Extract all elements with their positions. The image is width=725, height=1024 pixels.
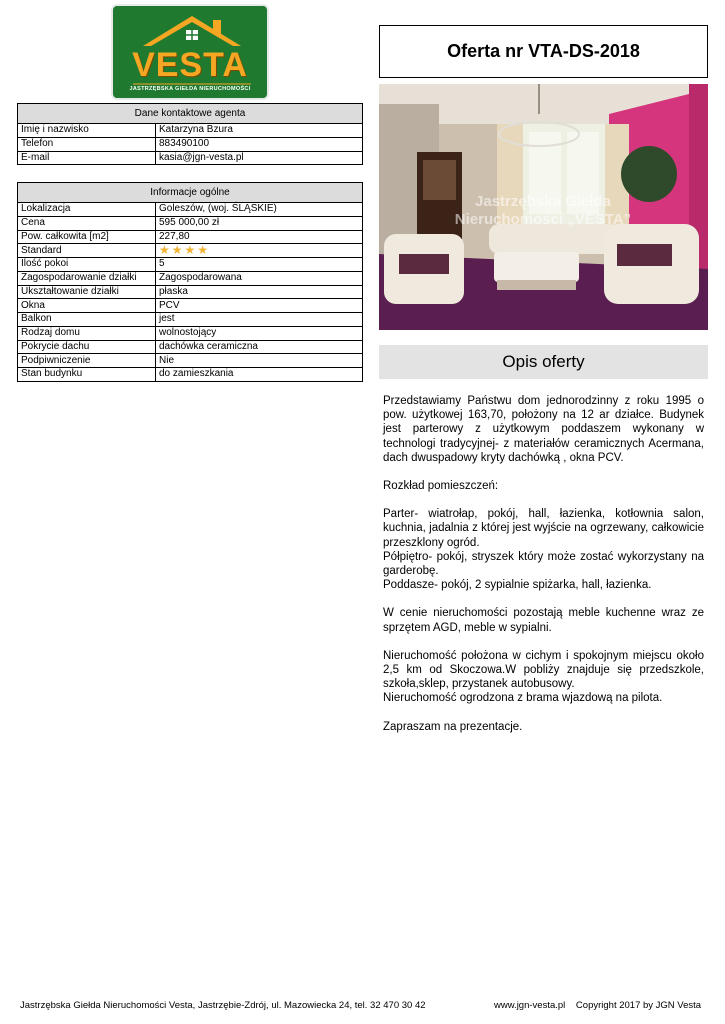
table-row [18,271,363,285]
table-row [18,244,363,258]
description-paragraph: W cenie nieruchomości pozostają meble kuchenne wraz ze sprzętem AGD, meble w sypialni. [383,607,704,634]
row-value: 595 000,00 zł [156,216,363,230]
description-paragraph: Nieruchomość położona w cichym i spokojnym miejscu około 2,5 km od Skoczowa.W pobliży znajduje się przedszkole, szkoła,sklep, przystanek autobusowy. [383,649,704,691]
description-paragraph: Zapraszam na prezentacje. [383,720,523,733]
table-row [18,137,363,151]
row-label: Telefon [18,137,156,151]
row-value: dachówka ceramiczna [156,340,363,354]
row-value: Zagospodarowana [156,271,363,285]
footer-address: Jastrzębska Giełda Nieruchomości Vesta, Jastrzębie-Zdrój, ul. Mazowiecka 24, tel. 32 470 30 42 [20,1000,426,1011]
watermark-line-2: Nieruchomości „VESTA” [454,211,632,228]
description-paragraph: Nieruchomość ogrodzona z brama wjazdową na pilota. [383,692,663,705]
company-logo [111,4,269,100]
agent-email: kasia@jgn-vesta.pl [156,151,363,165]
agent-phone: 883490100 [156,137,363,151]
row-value: do zamieszkania [156,368,363,382]
star-icon: ★ [197,242,209,257]
row-label: Okna [18,299,156,313]
description-paragraph: Poddasze- pokój, 2 sypialnie spiżarka, hall, łazienka. [383,579,652,592]
table-row [18,203,363,217]
row-value: płaska [156,285,363,299]
agent-name: Katarzyna Bzura [156,124,363,138]
description-paragraph: Parter- wiatrołap, pokój, hall, łazienka, kotłownia salon, kuchnia, jadalnia z której jest wyjście na ogrzewany, całkowicie przeszklony ogród. [383,508,704,549]
row-label: Standard [18,244,156,258]
footer-right [494,1000,701,1011]
row-value: Nie [156,354,363,368]
table-row [18,285,363,299]
row-label: Ukształtowanie działki [18,285,156,299]
watermark-line-1: Jastrzębska Giełda [475,193,611,210]
table-row [18,368,363,382]
table-row [18,299,363,313]
agent-contact-header: Dane kontaktowe agenta [18,104,363,124]
row-label: Cena [18,216,156,230]
row-label: Rodzaj domu [18,326,156,340]
row-label: Pow. całkowita [m2] [18,230,156,244]
row-label: Stan budynku [18,368,156,382]
star-icon: ★ [159,242,170,257]
general-info-header: Informacje ogólne [18,183,363,203]
row-label: Balkon [18,313,156,327]
row-value: wolnostojący [156,326,363,340]
row-value: 227,80 [156,230,363,244]
table-row [18,151,363,165]
row-label: Pokrycie dachu [18,340,156,354]
living-room-image [379,84,708,330]
table-row [18,258,363,272]
table-row [18,313,363,327]
general-info-table [17,182,363,382]
row-value: Goleszów, (woj. ŚLĄSKIE) [156,203,363,217]
table-row [18,230,363,244]
row-label: Podpiwniczenie [18,354,156,368]
star-rating [159,242,209,257]
row-label: Zagospodarowanie działki [18,271,156,285]
description-paragraph: Przedstawiamy Państwu dom jednorodzinny z roku 1995 o pow. użytkowej 163,70, położony na 12 ar działce. Budynek jest parterowy z użytkowym poddaszem wykonany w technologi tradycyjnej- z materiałów ceramicznych Acermana, dach dwuspadowy kryty dachówką , okna PCV. [383,395,704,464]
agent-contact-table [17,103,363,165]
description-paragraph: Rozkład pomieszczeń: [383,480,499,493]
description-paragraph: Półpiętro- pokój, stryszek który może zostać wykorzystany na garderobę. [383,550,704,578]
logo-wordmark: VESTA [132,46,248,84]
star-icon: ★ [171,242,183,257]
row-label: Lokalizacja [18,203,156,217]
table-row [18,340,363,354]
footer-website-link[interactable]: www.jgn-vesta.pl [494,1000,566,1011]
row-value: 5 [156,258,363,272]
star-icon: ★ [184,242,196,257]
property-photo [379,84,708,330]
table-row [18,354,363,368]
table-row [18,124,363,138]
row-label: Ilość pokoi [18,258,156,272]
table-row [18,216,363,230]
footer-copyright: Copyright 2017 by JGN Vesta [575,1000,702,1011]
description-header: Opis oferty [379,345,708,379]
row-value: jest [156,313,363,327]
row-label: Imię i nazwisko [18,124,156,138]
description-body [383,394,704,748]
logo-subtitle: JASTRZĘBSKA GIEŁDA NIERUCHOMOŚCI [129,86,251,92]
row-value: PCV [156,299,363,313]
standard-rating [156,244,363,258]
row-label: E-mail [18,151,156,165]
offer-title: Oferta nr VTA-DS-2018 [379,25,708,78]
table-row [18,326,363,340]
